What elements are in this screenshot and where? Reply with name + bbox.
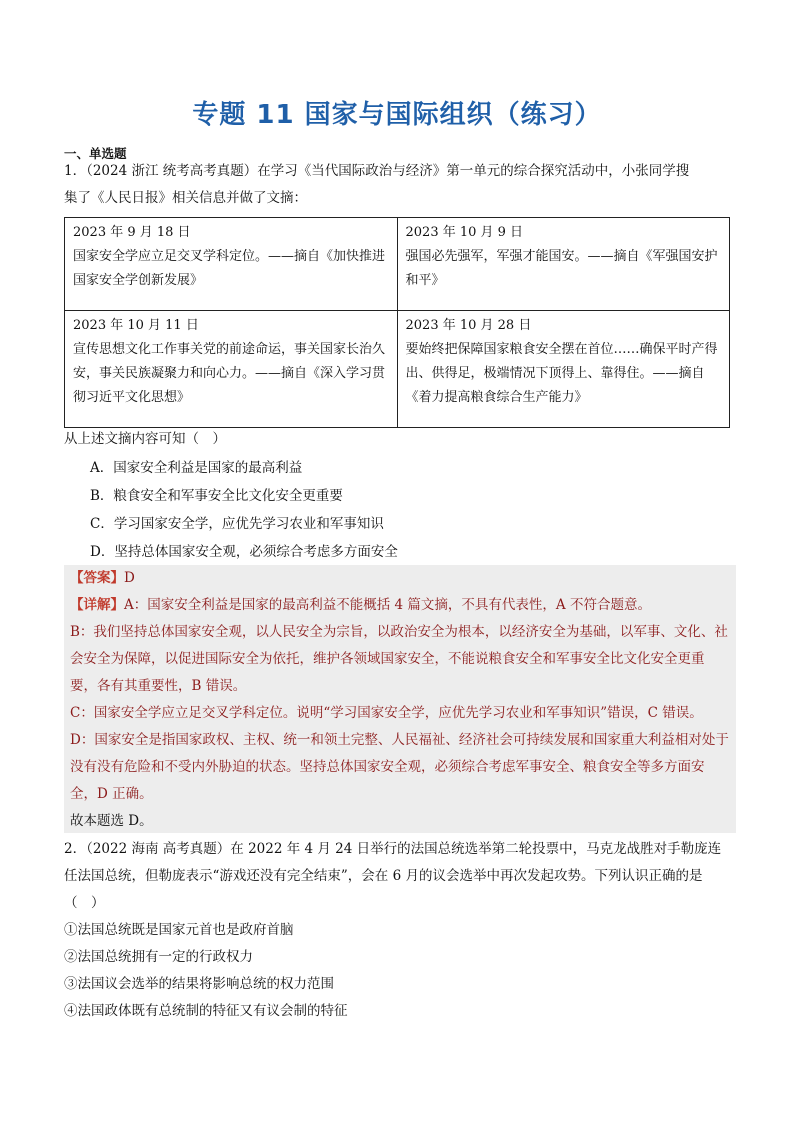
question-2-items	[64, 917, 348, 1025]
digest-text: 强国必先强军，军强才能国安。——摘自《军强国安护和平》	[405, 249, 718, 288]
question-1-stem	[64, 158, 730, 212]
question-1-options	[90, 454, 398, 566]
digest-text: 要始终把保障国家粮食安全摆在首位……确保平时产得出、供得足，极端情况下顶得上、靠得住。——摘自《着力提高粮食综合生产能力》	[405, 342, 718, 405]
conclusion: 故本题选 D。	[70, 813, 153, 829]
explanation-a: A：国家安全利益是国家的最高利益不能概括 4 篇文摘，不具有代表性，A 不符合题意。	[124, 597, 651, 613]
explanation-d: D：国家安全是指国家政权、主权、统一和领土完整、人民福祉、经济社会可持续发展和国家重大利益相对处于没有没有危险和不受内外胁迫的状态。坚持总体国家安全观，必须综合考虑军事安全、粮食安全等多方面安全，D 正确。	[70, 732, 729, 802]
digest-cell	[65, 218, 398, 311]
q2-item-4: ④法国政体既有总统制的特征又有议会制的特征	[64, 1003, 348, 1019]
digest-date: 2023 年 10 月 11 日	[73, 318, 199, 333]
digest-text: 宣传思想文化工作事关党的前途命运，事关国家长治久安，事关民族凝聚力和向心力。——摘自《深入学习贯彻习近平文化思想》	[73, 342, 386, 405]
page-title: 专题 11 国家与国际组织（练习）	[192, 100, 602, 130]
answer-line	[70, 565, 730, 592]
q2-item-2: ②法国总统拥有一定的行政权力	[64, 949, 253, 965]
question-2-stem: 2．（2022 海南 高考真题）在 2022 年 4 月 24 日举行的法国总统选举第二轮投票中，马克龙战胜对手勒庞连任法国总统，但勒庞表示“游戏还没有完全结束”，会在 6 月的议会选举中再次发起攻势。下列认识正确的是（ ）	[64, 841, 722, 911]
answer-value: D	[124, 570, 135, 586]
explain-tag: 【详解】	[70, 597, 124, 613]
digest-cell	[397, 311, 730, 428]
option-c: C．学习国家安全学，应优先学习农业和军事知识	[90, 516, 384, 532]
answer-tag: 【答案】	[70, 570, 124, 586]
explanation-line-a	[70, 592, 730, 619]
answer-explanation-box	[64, 565, 736, 833]
digest-date: 2023 年 10 月 9 日	[405, 225, 524, 240]
question-1-prompt: 从上述文摘内容可知（ ）	[64, 431, 226, 447]
explanation-b: B：我们坚持总体国家安全观，以人民安全为宗旨，以政治安全为根本，以经济安全为基础，以军事、文化、社会安全为保障，以促进国际安全为依托，维护各领域国家安全，不能说粮食安全和军事安全比文化安全更重要，各有其重要性，B 错误。	[70, 624, 728, 694]
explanation-c: C：国家安全学应立足交叉学科定位。说明“学习国家安全学，应优先学习农业和军事知识”错误，C 错误。	[70, 705, 703, 721]
option-b: B．粮食安全和军事安全比文化安全更重要	[90, 488, 343, 504]
digest-cell	[65, 311, 398, 428]
digest-date: 2023 年 9 月 18 日	[73, 225, 191, 240]
q2-item-3: ③法国议会选举的结果将影响总统的权力范围	[64, 976, 334, 992]
digest-table	[64, 217, 730, 428]
option-a: A．国家安全利益是国家的最高利益	[90, 460, 303, 476]
option-d: D．坚持总体国家安全观，必须综合考虑多方面安全	[90, 544, 398, 560]
question-1-stem-line2: 集了《人民日报》相关信息并做了文摘：	[64, 190, 307, 206]
digest-text: 国家安全学应立足交叉学科定位。——摘自《加快推进国家安全学创新发展》	[73, 249, 386, 288]
digest-cell	[397, 218, 730, 311]
section-heading: 一、单选题	[64, 146, 127, 161]
q2-item-1: ①法国总统既是国家元首也是政府首脑	[64, 922, 294, 938]
digest-date: 2023 年 10 月 28 日	[405, 318, 532, 333]
question-1-stem-line1: 1．（2024 浙江 统考高考真题）在学习《当代国际政治与经济》第一单元的综合探究活动中，小张同学搜	[64, 163, 690, 179]
